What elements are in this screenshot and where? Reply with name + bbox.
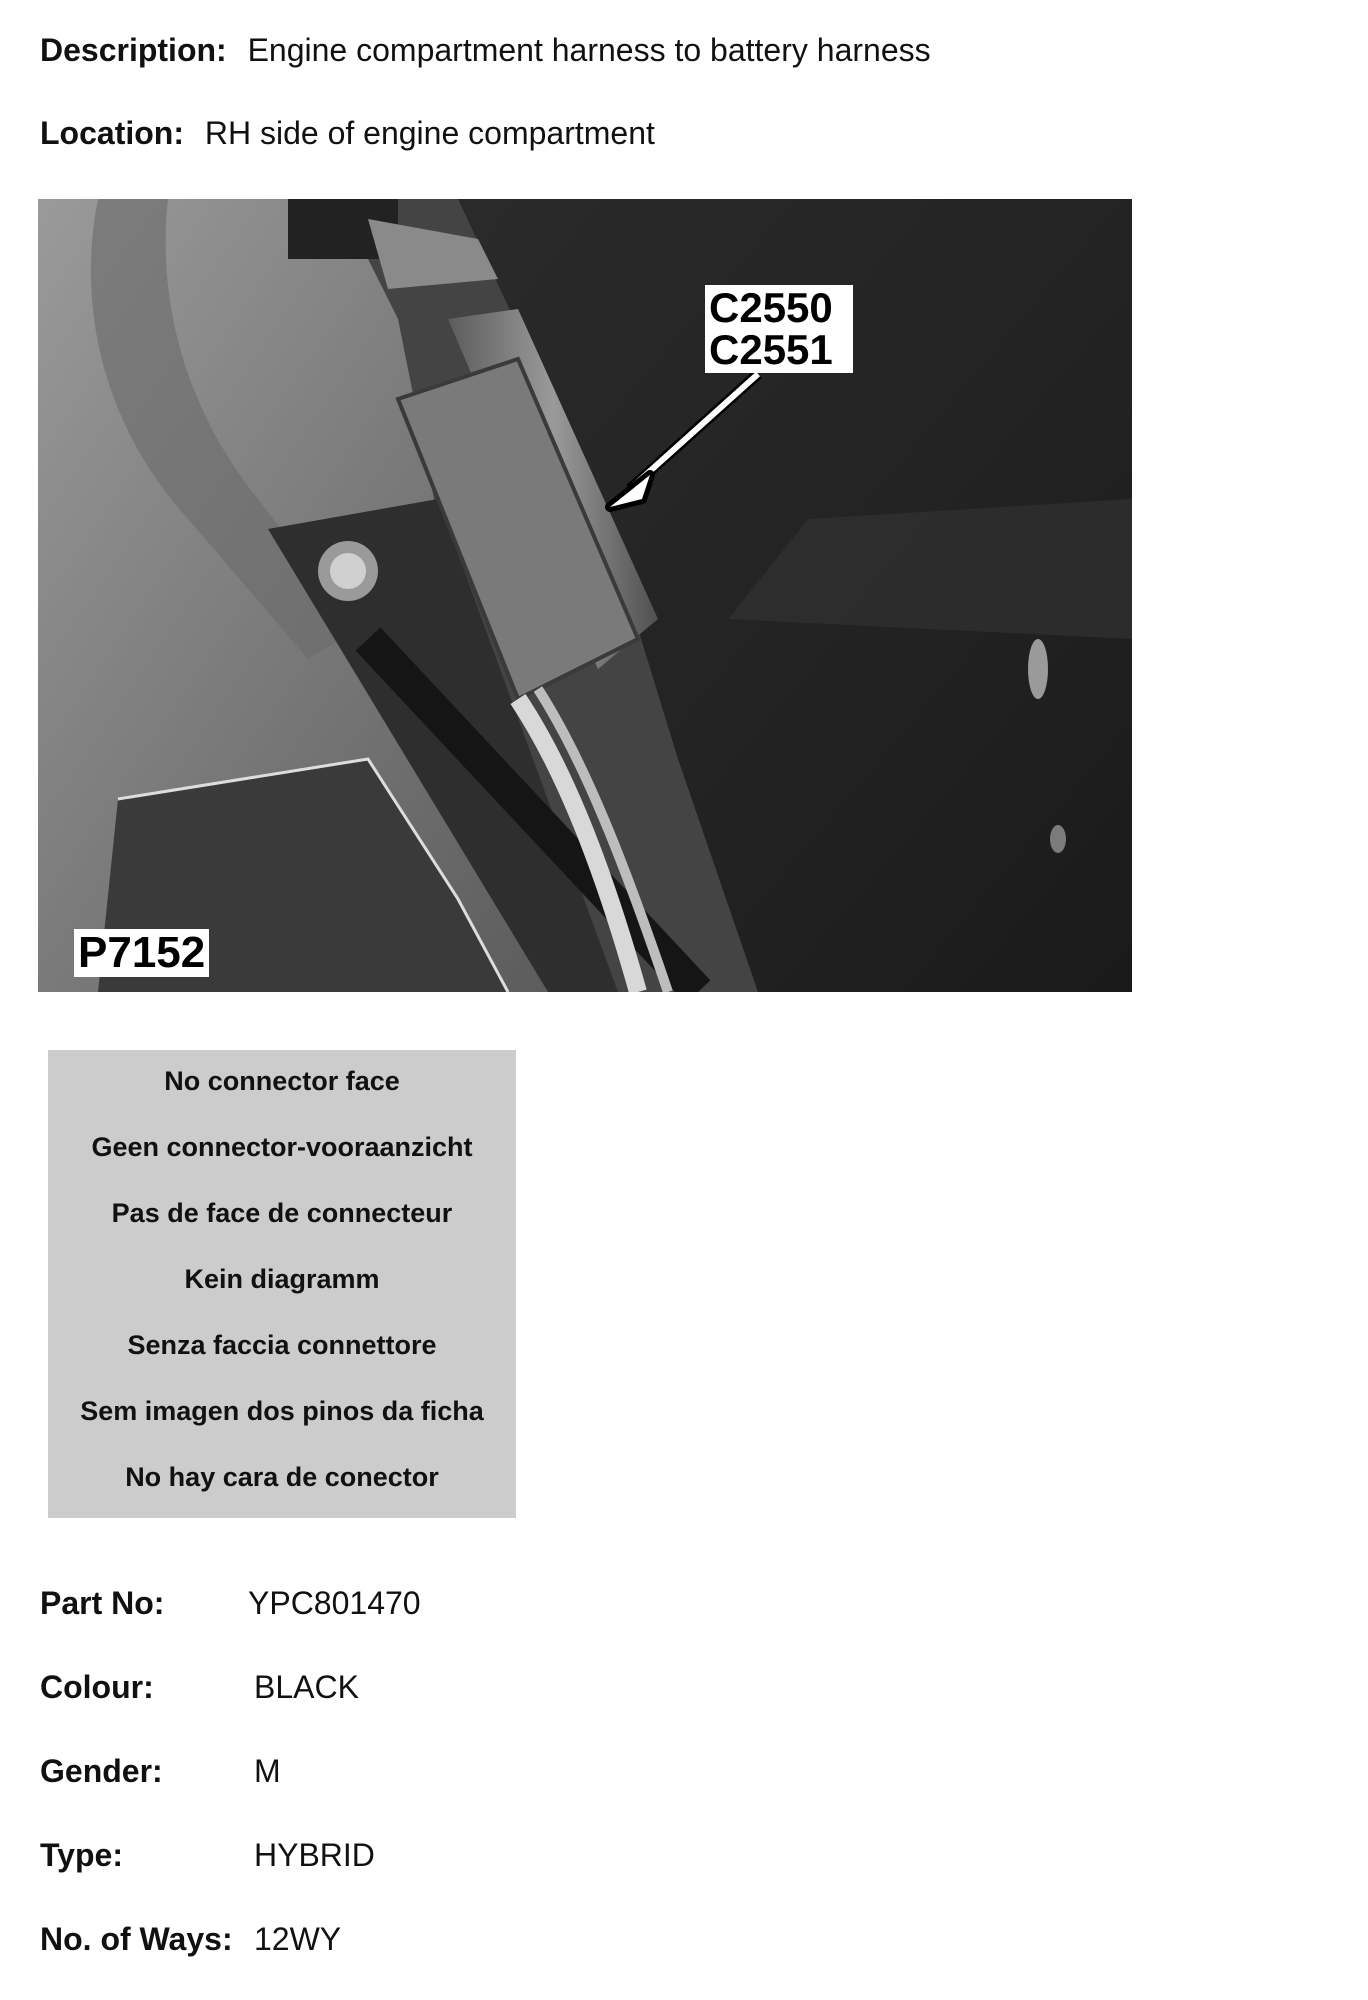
description-value: Engine compartment harness to battery harness: [247, 32, 931, 68]
no-face-text-pt: Sem imagen dos pinos da ficha: [80, 1396, 484, 1426]
no-face-text-es: No hay cara de conector: [125, 1462, 439, 1492]
part-no-value: YPC801470: [248, 1585, 421, 1621]
type-label: Type:: [40, 1837, 123, 1873]
engine-compartment-photo: [38, 199, 1132, 992]
gender-row: [40, 1753, 281, 1790]
part-no-label: Part No:: [40, 1585, 165, 1621]
no-face-text-it: Senza faccia connettore: [127, 1330, 437, 1360]
location-row: [40, 115, 655, 152]
ways-value: 12WY: [254, 1921, 342, 1957]
location-value: RH side of engine compartment: [204, 115, 655, 151]
no-face-text-de: Kein diagramm: [184, 1264, 380, 1294]
part-no-row: [40, 1585, 421, 1622]
connector-photo: [38, 199, 1132, 992]
colour-row: [40, 1669, 359, 1706]
location-label: Location:: [40, 115, 184, 151]
colour-label: Colour:: [40, 1669, 154, 1705]
gender-value: M: [254, 1753, 281, 1789]
ways-row: [40, 1921, 342, 1958]
no-face-text-fr: Pas de face de connecteur: [111, 1198, 453, 1228]
description-label: Description:: [40, 32, 227, 68]
connector-callout-label: [705, 285, 853, 373]
no-connector-face-panel: [48, 1050, 516, 1518]
callout-line-2: C2551: [709, 326, 833, 373]
ways-label: No. of Ways:: [40, 1921, 233, 1957]
type-value: HYBRID: [254, 1837, 375, 1873]
callout-line-1: C2550: [709, 284, 833, 331]
type-row: [40, 1837, 375, 1874]
no-face-text-en: No connector face: [164, 1066, 400, 1096]
no-face-text-nl: Geen connector-vooraanzicht: [91, 1132, 473, 1162]
gender-label: Gender:: [40, 1753, 163, 1789]
photo-id-label: P7152: [74, 929, 209, 977]
colour-value: BLACK: [254, 1669, 359, 1705]
description-row: [40, 32, 931, 69]
